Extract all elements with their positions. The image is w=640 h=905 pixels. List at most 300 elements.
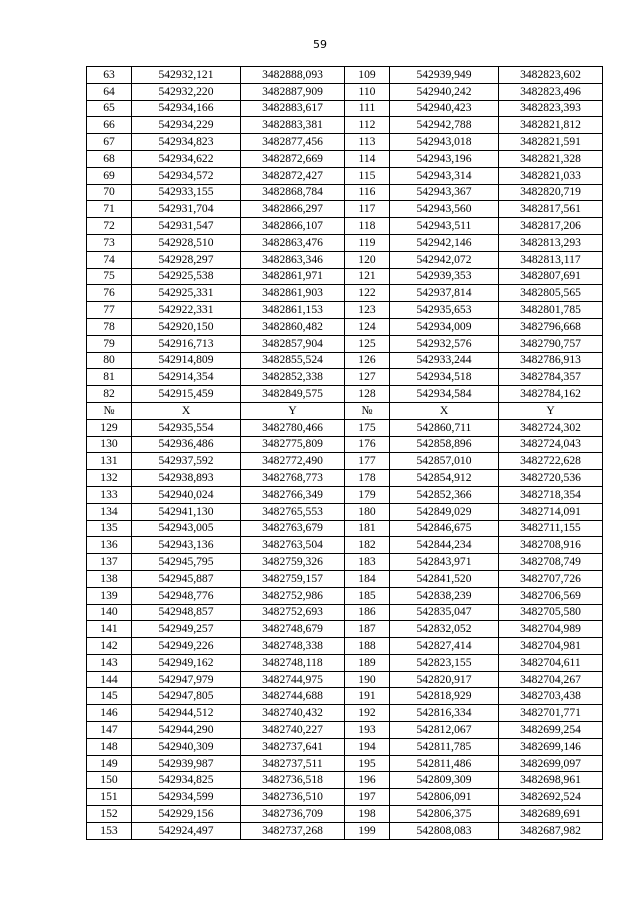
- y-coordinate-left: 3482763,504: [241, 537, 345, 554]
- y-coordinate-left: 3482737,511: [241, 755, 345, 772]
- y-coordinate-right: 3482699,254: [499, 722, 603, 739]
- point-number-right: 126: [345, 352, 390, 369]
- y-coordinate-left: 3482883,381: [241, 117, 345, 134]
- y-coordinate-right: 3482823,602: [499, 67, 603, 84]
- table-row: [87, 822, 603, 839]
- y-coordinate-right: 3482698,961: [499, 772, 603, 789]
- point-number-right: 123: [345, 302, 390, 319]
- y-coordinate-left: 3482860,482: [241, 318, 345, 335]
- table-row: [87, 302, 603, 319]
- table-row: [87, 335, 603, 352]
- y-coordinate-left: 3482861,153: [241, 302, 345, 319]
- table-row: [87, 722, 603, 739]
- y-coordinate-right: 3482807,691: [499, 268, 603, 285]
- header-x-right: X: [390, 402, 499, 419]
- table-row: [87, 621, 603, 638]
- x-coordinate-left: 542914,354: [132, 369, 241, 386]
- point-number-right: 198: [345, 806, 390, 823]
- y-coordinate-left: 3482759,157: [241, 570, 345, 587]
- y-coordinate-left: 3482748,338: [241, 638, 345, 655]
- x-coordinate-left: 542943,136: [132, 537, 241, 554]
- table-row: [87, 705, 603, 722]
- point-number-right: 179: [345, 486, 390, 503]
- x-coordinate-right: 542860,711: [390, 419, 499, 436]
- x-coordinate-left: 542949,226: [132, 638, 241, 655]
- y-coordinate-right: 3482708,749: [499, 554, 603, 571]
- x-coordinate-right: 542811,486: [390, 755, 499, 772]
- point-number-right: 177: [345, 453, 390, 470]
- y-coordinate-right: 3482821,591: [499, 134, 603, 151]
- x-coordinate-right: 542818,929: [390, 688, 499, 705]
- header-number-right: №: [345, 402, 390, 419]
- point-number-right: 192: [345, 705, 390, 722]
- point-number-left: 71: [87, 201, 132, 218]
- point-number-left: 138: [87, 570, 132, 587]
- x-coordinate-right: 542811,785: [390, 738, 499, 755]
- point-number-right: 189: [345, 654, 390, 671]
- table-row: [87, 419, 603, 436]
- point-number-right: 190: [345, 671, 390, 688]
- point-number-left: 141: [87, 621, 132, 638]
- x-coordinate-right: 542808,083: [390, 822, 499, 839]
- y-coordinate-left: 3482861,971: [241, 268, 345, 285]
- x-coordinate-left: 542939,987: [132, 755, 241, 772]
- point-number-right: 188: [345, 638, 390, 655]
- y-coordinate-right: 3482805,565: [499, 285, 603, 302]
- x-coordinate-left: 542925,331: [132, 285, 241, 302]
- y-coordinate-right: 3482718,354: [499, 486, 603, 503]
- point-number-left: 140: [87, 604, 132, 621]
- point-number-left: 67: [87, 134, 132, 151]
- x-coordinate-right: 542940,242: [390, 83, 499, 100]
- x-coordinate-left: 542932,220: [132, 83, 241, 100]
- point-number-right: 111: [345, 100, 390, 117]
- point-number-left: 139: [87, 587, 132, 604]
- point-number-left: 149: [87, 755, 132, 772]
- point-number-left: 147: [87, 722, 132, 739]
- y-coordinate-right: 3482701,771: [499, 705, 603, 722]
- point-number-right: 183: [345, 554, 390, 571]
- y-coordinate-left: 3482748,679: [241, 621, 345, 638]
- table-row: [87, 570, 603, 587]
- x-coordinate-left: 542940,024: [132, 486, 241, 503]
- point-number-left: 133: [87, 486, 132, 503]
- table-row: [87, 503, 603, 520]
- y-coordinate-left: 3482877,456: [241, 134, 345, 151]
- table-row: [87, 755, 603, 772]
- y-coordinate-left: 3482740,432: [241, 705, 345, 722]
- point-number-left: 134: [87, 503, 132, 520]
- y-coordinate-left: 3482861,903: [241, 285, 345, 302]
- x-coordinate-right: 542932,576: [390, 335, 499, 352]
- x-coordinate-left: 542925,538: [132, 268, 241, 285]
- y-coordinate-right: 3482796,668: [499, 318, 603, 335]
- y-coordinate-right: 3482714,091: [499, 503, 603, 520]
- table-row: [87, 285, 603, 302]
- point-number-left: 77: [87, 302, 132, 319]
- x-coordinate-left: 542944,290: [132, 722, 241, 739]
- x-coordinate-left: 542928,297: [132, 251, 241, 268]
- y-coordinate-right: 3482704,611: [499, 654, 603, 671]
- y-coordinate-right: 3482704,981: [499, 638, 603, 655]
- y-coordinate-left: 3482849,575: [241, 386, 345, 403]
- point-number-left: 135: [87, 520, 132, 537]
- x-coordinate-right: 542935,653: [390, 302, 499, 319]
- y-coordinate-left: 3482736,510: [241, 789, 345, 806]
- y-coordinate-right: 3482821,328: [499, 150, 603, 167]
- table-row: [87, 587, 603, 604]
- x-coordinate-right: 542816,334: [390, 705, 499, 722]
- point-number-left: 130: [87, 436, 132, 453]
- x-coordinate-right: 542858,896: [390, 436, 499, 453]
- point-number-right: 191: [345, 688, 390, 705]
- x-coordinate-right: 542823,155: [390, 654, 499, 671]
- y-coordinate-right: 3482790,757: [499, 335, 603, 352]
- y-coordinate-left: 3482863,476: [241, 234, 345, 251]
- point-number-left: 69: [87, 167, 132, 184]
- y-coordinate-right: 3482817,206: [499, 218, 603, 235]
- x-coordinate-left: 542941,130: [132, 503, 241, 520]
- point-number-left: 81: [87, 369, 132, 386]
- y-coordinate-right: 3482711,155: [499, 520, 603, 537]
- y-coordinate-left: 3482855,524: [241, 352, 345, 369]
- y-coordinate-right: 3482724,043: [499, 436, 603, 453]
- x-coordinate-right: 542844,234: [390, 537, 499, 554]
- point-number-right: 178: [345, 470, 390, 487]
- point-number-right: 197: [345, 789, 390, 806]
- y-coordinate-left: 3482768,773: [241, 470, 345, 487]
- y-coordinate-left: 3482752,693: [241, 604, 345, 621]
- x-coordinate-left: 542948,857: [132, 604, 241, 621]
- x-coordinate-left: 542934,825: [132, 772, 241, 789]
- point-number-left: 76: [87, 285, 132, 302]
- table-row: [87, 201, 603, 218]
- x-coordinate-left: 542922,331: [132, 302, 241, 319]
- y-coordinate-right: 3482699,146: [499, 738, 603, 755]
- x-coordinate-left: 542949,257: [132, 621, 241, 638]
- x-coordinate-left: 542937,592: [132, 453, 241, 470]
- y-coordinate-left: 3482744,975: [241, 671, 345, 688]
- y-coordinate-right: 3482813,117: [499, 251, 603, 268]
- point-number-right: 127: [345, 369, 390, 386]
- coordinates-section-2: [87, 419, 603, 839]
- x-coordinate-left: 542924,497: [132, 822, 241, 839]
- x-coordinate-right: 542827,414: [390, 638, 499, 655]
- x-coordinate-left: 542934,823: [132, 134, 241, 151]
- x-coordinate-left: 542949,162: [132, 654, 241, 671]
- point-number-left: 146: [87, 705, 132, 722]
- coordinates-header: [87, 402, 603, 419]
- y-coordinate-right: 3482813,293: [499, 234, 603, 251]
- x-coordinate-right: 542835,047: [390, 604, 499, 621]
- table-row: [87, 117, 603, 134]
- header-number-left: №: [87, 402, 132, 419]
- y-coordinate-right: 3482821,812: [499, 117, 603, 134]
- point-number-right: 194: [345, 738, 390, 755]
- table-row: [87, 150, 603, 167]
- point-number-left: 148: [87, 738, 132, 755]
- y-coordinate-left: 3482736,709: [241, 806, 345, 823]
- point-number-left: 66: [87, 117, 132, 134]
- point-number-left: 65: [87, 100, 132, 117]
- point-number-left: 74: [87, 251, 132, 268]
- y-coordinate-left: 3482737,268: [241, 822, 345, 839]
- point-number-left: 151: [87, 789, 132, 806]
- x-coordinate-left: 542940,309: [132, 738, 241, 755]
- x-coordinate-right: 542942,146: [390, 234, 499, 251]
- x-coordinate-left: 542947,805: [132, 688, 241, 705]
- y-coordinate-left: 3482737,641: [241, 738, 345, 755]
- table-row: [87, 251, 603, 268]
- point-number-left: 150: [87, 772, 132, 789]
- x-coordinate-left: 542928,510: [132, 234, 241, 251]
- x-coordinate-left: 542920,150: [132, 318, 241, 335]
- y-coordinate-right: 3482720,536: [499, 470, 603, 487]
- x-coordinate-right: 542843,971: [390, 554, 499, 571]
- table-row: [87, 671, 603, 688]
- y-coordinate-right: 3482708,916: [499, 537, 603, 554]
- x-coordinate-left: 542934,622: [132, 150, 241, 167]
- x-coordinate-left: 542935,554: [132, 419, 241, 436]
- point-number-left: 131: [87, 453, 132, 470]
- point-number-right: 124: [345, 318, 390, 335]
- x-coordinate-right: 542841,520: [390, 570, 499, 587]
- x-coordinate-right: 542943,511: [390, 218, 499, 235]
- y-coordinate-right: 3482784,357: [499, 369, 603, 386]
- header-y-left: Y: [241, 402, 345, 419]
- coordinates-table: [86, 66, 603, 840]
- y-coordinate-right: 3482786,913: [499, 352, 603, 369]
- table-row: [87, 789, 603, 806]
- point-number-right: 120: [345, 251, 390, 268]
- point-number-left: 64: [87, 83, 132, 100]
- table-row: [87, 486, 603, 503]
- x-coordinate-left: 542938,893: [132, 470, 241, 487]
- point-number-left: 153: [87, 822, 132, 839]
- table-row: [87, 218, 603, 235]
- x-coordinate-right: 542940,423: [390, 100, 499, 117]
- x-coordinate-right: 542937,814: [390, 285, 499, 302]
- y-coordinate-left: 3482759,326: [241, 554, 345, 571]
- y-coordinate-left: 3482763,679: [241, 520, 345, 537]
- x-coordinate-right: 542809,309: [390, 772, 499, 789]
- point-number-right: 196: [345, 772, 390, 789]
- point-number-left: 68: [87, 150, 132, 167]
- y-coordinate-left: 3482887,909: [241, 83, 345, 100]
- point-number-right: 176: [345, 436, 390, 453]
- x-coordinate-left: 542934,229: [132, 117, 241, 134]
- x-coordinate-left: 542936,486: [132, 436, 241, 453]
- x-coordinate-right: 542933,244: [390, 352, 499, 369]
- point-number-right: 193: [345, 722, 390, 739]
- point-number-right: 199: [345, 822, 390, 839]
- table-row: [87, 386, 603, 403]
- table-row: [87, 436, 603, 453]
- x-coordinate-right: 542943,560: [390, 201, 499, 218]
- point-number-right: 122: [345, 285, 390, 302]
- x-coordinate-right: 542934,518: [390, 369, 499, 386]
- x-coordinate-right: 542857,010: [390, 453, 499, 470]
- point-number-right: 118: [345, 218, 390, 235]
- table-row: [87, 184, 603, 201]
- point-number-right: 185: [345, 587, 390, 604]
- y-coordinate-right: 3482706,569: [499, 587, 603, 604]
- y-coordinate-right: 3482724,302: [499, 419, 603, 436]
- table-row: [87, 453, 603, 470]
- table-row: [87, 806, 603, 823]
- y-coordinate-right: 3482823,393: [499, 100, 603, 117]
- x-coordinate-left: 542914,809: [132, 352, 241, 369]
- point-number-left: 80: [87, 352, 132, 369]
- x-coordinate-left: 542933,155: [132, 184, 241, 201]
- coordinates-section-1: [87, 67, 603, 403]
- point-number-left: 73: [87, 234, 132, 251]
- x-coordinate-right: 542939,353: [390, 268, 499, 285]
- point-number-left: 63: [87, 67, 132, 84]
- point-number-left: 143: [87, 654, 132, 671]
- y-coordinate-left: 3482872,669: [241, 150, 345, 167]
- x-coordinate-right: 542942,072: [390, 251, 499, 268]
- table-row: [87, 470, 603, 487]
- table-row: [87, 234, 603, 251]
- table-row: [87, 604, 603, 621]
- y-coordinate-right: 3482687,982: [499, 822, 603, 839]
- table-row: [87, 352, 603, 369]
- y-coordinate-right: 3482707,726: [499, 570, 603, 587]
- point-number-left: 142: [87, 638, 132, 655]
- y-coordinate-left: 3482868,784: [241, 184, 345, 201]
- x-coordinate-left: 542947,979: [132, 671, 241, 688]
- point-number-right: 109: [345, 67, 390, 84]
- point-number-left: 82: [87, 386, 132, 403]
- y-coordinate-left: 3482866,297: [241, 201, 345, 218]
- y-coordinate-right: 3482823,496: [499, 83, 603, 100]
- x-coordinate-left: 542948,776: [132, 587, 241, 604]
- point-number-right: 184: [345, 570, 390, 587]
- point-number-right: 187: [345, 621, 390, 638]
- table-row: [87, 772, 603, 789]
- point-number-right: 195: [345, 755, 390, 772]
- y-coordinate-right: 3482722,628: [499, 453, 603, 470]
- x-coordinate-right: 542806,375: [390, 806, 499, 823]
- point-number-left: 129: [87, 419, 132, 436]
- x-coordinate-left: 542943,005: [132, 520, 241, 537]
- point-number-left: 137: [87, 554, 132, 571]
- point-number-right: 116: [345, 184, 390, 201]
- y-coordinate-left: 3482736,518: [241, 772, 345, 789]
- x-coordinate-left: 542931,547: [132, 218, 241, 235]
- point-number-right: 112: [345, 117, 390, 134]
- point-number-right: 128: [345, 386, 390, 403]
- y-coordinate-right: 3482801,785: [499, 302, 603, 319]
- x-coordinate-right: 542943,367: [390, 184, 499, 201]
- y-coordinate-right: 3482689,691: [499, 806, 603, 823]
- y-coordinate-left: 3482857,904: [241, 335, 345, 352]
- y-coordinate-left: 3482752,986: [241, 587, 345, 604]
- x-coordinate-right: 542943,018: [390, 134, 499, 151]
- x-coordinate-right: 542934,009: [390, 318, 499, 335]
- y-coordinate-left: 3482766,349: [241, 486, 345, 503]
- point-number-right: 110: [345, 83, 390, 100]
- y-coordinate-right: 3482704,267: [499, 671, 603, 688]
- x-coordinate-right: 542838,239: [390, 587, 499, 604]
- table-row: [87, 738, 603, 755]
- y-coordinate-left: 3482863,346: [241, 251, 345, 268]
- page-number: 59: [313, 38, 327, 51]
- x-coordinate-right: 542934,584: [390, 386, 499, 403]
- x-coordinate-left: 542929,156: [132, 806, 241, 823]
- point-number-right: 115: [345, 167, 390, 184]
- y-coordinate-left: 3482872,427: [241, 167, 345, 184]
- x-coordinate-left: 542932,121: [132, 67, 241, 84]
- y-coordinate-left: 3482765,553: [241, 503, 345, 520]
- x-coordinate-right: 542854,912: [390, 470, 499, 487]
- x-coordinate-left: 542934,166: [132, 100, 241, 117]
- y-coordinate-right: 3482704,989: [499, 621, 603, 638]
- x-coordinate-left: 542945,887: [132, 570, 241, 587]
- point-number-left: 70: [87, 184, 132, 201]
- x-coordinate-left: 542944,512: [132, 705, 241, 722]
- point-number-right: 182: [345, 537, 390, 554]
- header-x-left: X: [132, 402, 241, 419]
- point-number-left: 136: [87, 537, 132, 554]
- x-coordinate-right: 542939,949: [390, 67, 499, 84]
- table-row: [87, 167, 603, 184]
- point-number-left: 145: [87, 688, 132, 705]
- x-coordinate-right: 542943,196: [390, 150, 499, 167]
- point-number-left: 144: [87, 671, 132, 688]
- point-number-right: 175: [345, 419, 390, 436]
- point-number-right: 180: [345, 503, 390, 520]
- table-row: [87, 654, 603, 671]
- point-number-right: 117: [345, 201, 390, 218]
- table-row: [87, 688, 603, 705]
- y-coordinate-right: 3482703,438: [499, 688, 603, 705]
- x-coordinate-left: 542916,713: [132, 335, 241, 352]
- y-coordinate-right: 3482699,097: [499, 755, 603, 772]
- point-number-left: 78: [87, 318, 132, 335]
- y-coordinate-left: 3482744,688: [241, 688, 345, 705]
- table-row: [87, 134, 603, 151]
- table-row: [87, 537, 603, 554]
- x-coordinate-right: 542942,788: [390, 117, 499, 134]
- x-coordinate-left: 542934,599: [132, 789, 241, 806]
- table-row: [87, 100, 603, 117]
- point-number-left: 152: [87, 806, 132, 823]
- y-coordinate-left: 3482852,338: [241, 369, 345, 386]
- point-number-right: 125: [345, 335, 390, 352]
- y-coordinate-right: 3482817,561: [499, 201, 603, 218]
- point-number-left: 72: [87, 218, 132, 235]
- table-row: [87, 369, 603, 386]
- y-coordinate-left: 3482780,466: [241, 419, 345, 436]
- x-coordinate-right: 542852,366: [390, 486, 499, 503]
- table-row: [87, 318, 603, 335]
- y-coordinate-right: 3482820,719: [499, 184, 603, 201]
- table-row: [87, 520, 603, 537]
- x-coordinate-left: 542915,459: [132, 386, 241, 403]
- point-number-right: 181: [345, 520, 390, 537]
- x-coordinate-right: 542849,029: [390, 503, 499, 520]
- x-coordinate-right: 542812,067: [390, 722, 499, 739]
- point-number-left: 75: [87, 268, 132, 285]
- x-coordinate-left: 542934,572: [132, 167, 241, 184]
- point-number-right: 119: [345, 234, 390, 251]
- x-coordinate-right: 542820,917: [390, 671, 499, 688]
- header-y-right: Y: [499, 402, 603, 419]
- y-coordinate-right: 3482692,524: [499, 789, 603, 806]
- point-number-right: 121: [345, 268, 390, 285]
